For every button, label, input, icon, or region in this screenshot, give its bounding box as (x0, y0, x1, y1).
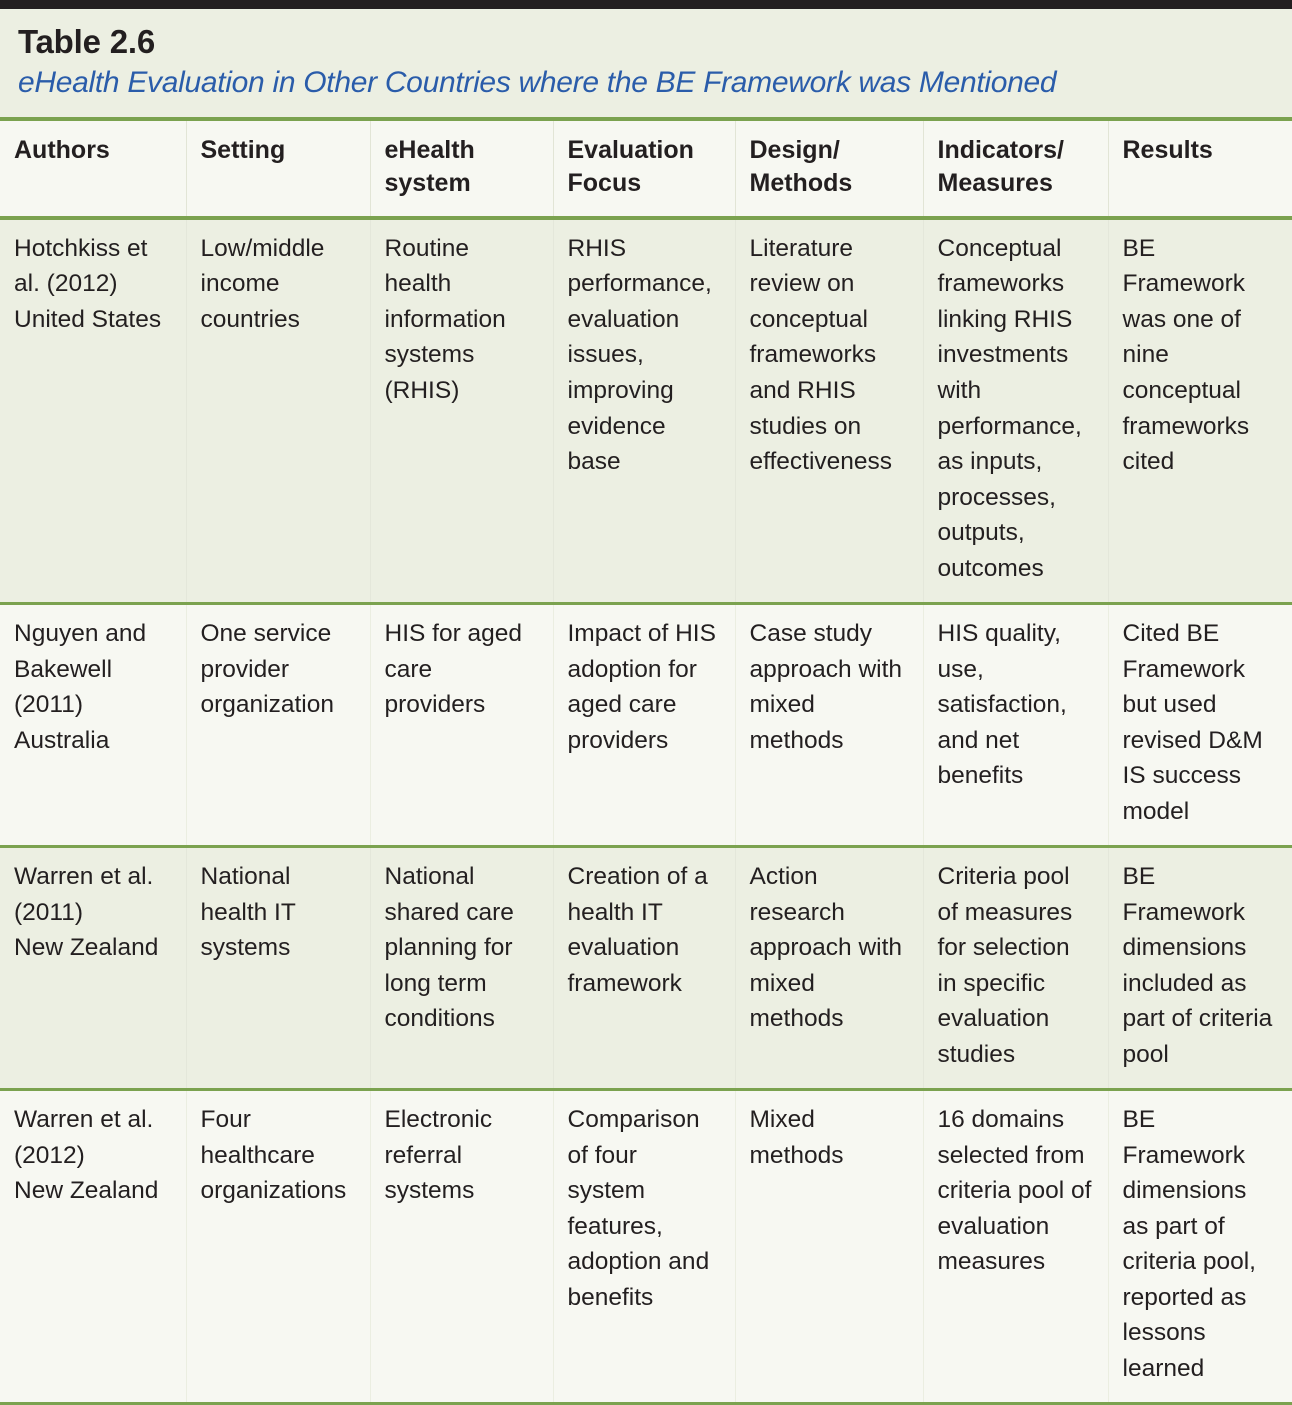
cell-line: Warren et al. (2011) (14, 863, 154, 926)
cell-ehealth-system: Routine health information systems (RHIS) (370, 218, 553, 604)
cell-authors (0, 847, 186, 1090)
cell-evaluation-focus: Impact of HIS adoption for aged care providers (553, 604, 735, 847)
cell-evaluation-focus: Comparison of four system features, adoption and benefits (553, 1090, 735, 1404)
table-number: Table 2.6 (18, 23, 155, 60)
page-top-rule (0, 0, 1292, 9)
cell-authors (0, 218, 186, 604)
header-row (0, 119, 1292, 218)
cell-setting: Four healthcare organizations (186, 1090, 370, 1404)
cell-evaluation-focus: Creation of a health IT evaluation framework (553, 847, 735, 1090)
cell-authors (0, 1090, 186, 1404)
column-header-ehealth-system: eHealth system (370, 119, 553, 218)
column-header-authors: Authors (0, 119, 186, 218)
cell-indicators-measures: 16 domains selected from criteria pool of evaluation measures (923, 1090, 1108, 1404)
table-container (0, 117, 1292, 1405)
cell-line: Nguyen and Bakewell (2011) (14, 620, 147, 719)
cell-ehealth-system: Electronic referral systems (370, 1090, 553, 1404)
column-header-setting: Setting (186, 119, 370, 218)
cell-ehealth-system: HIS for aged care providers (370, 604, 553, 847)
cell-line: New Zealand (14, 1177, 159, 1205)
cell-design-methods: Case study approach with mixed methods (735, 604, 923, 847)
cell-line: Australia (14, 726, 110, 754)
column-header-evaluation-focus: Evaluation Focus (553, 119, 735, 218)
cell-indicators-measures: Conceptual frameworks linking RHIS investments with performance, as inputs, processes, outputs, outcomes (923, 218, 1108, 604)
column-header-results: Results (1108, 119, 1292, 218)
cell-results: BE Framework was one of nine conceptual frameworks cited (1108, 218, 1292, 604)
cell-results: BE Framework dimensions included as part of criteria pool (1108, 847, 1292, 1090)
cell-line: Warren et al. (2012) (14, 1106, 154, 1169)
table-caption-block (0, 9, 1292, 117)
table-row (0, 1090, 1292, 1404)
table-row (0, 218, 1292, 604)
column-header-design-methods: Design/ Methods (735, 119, 923, 218)
cell-line: New Zealand (14, 934, 159, 962)
cell-design-methods: Mixed methods (735, 1090, 923, 1404)
cell-line: United States (14, 305, 162, 333)
table-row (0, 847, 1292, 1090)
cell-ehealth-system: National shared care planning for long term conditions (370, 847, 553, 1090)
cell-setting: National health IT systems (186, 847, 370, 1090)
cell-indicators-measures: Criteria pool of measures for selection in specific evaluation studies (923, 847, 1108, 1090)
cell-results: BE Framework dimensions as part of criteria pool, reported as lessons learned (1108, 1090, 1292, 1404)
cell-results: Cited BE Framework but used revised D&M IS success model (1108, 604, 1292, 847)
column-header-indicators-measures: Indicators/ Measures (923, 119, 1108, 218)
table-header (0, 119, 1292, 218)
cell-setting: One service provider organization (186, 604, 370, 847)
cell-evaluation-focus: RHIS performance, evaluation issues, improving evidence base (553, 218, 735, 604)
table-title: eHealth Evaluation in Other Countries where the BE Framework was Mentioned (18, 65, 1057, 99)
cell-authors (0, 604, 186, 847)
table-body (0, 218, 1292, 1404)
cell-design-methods: Action research approach with mixed methods (735, 847, 923, 1090)
cell-setting: Low/middle income countries (186, 218, 370, 604)
cell-indicators-measures: HIS quality, use, satisfaction, and net benefits (923, 604, 1108, 847)
cell-line: Hotchkiss et al. (2012) (14, 234, 148, 298)
data-table (0, 117, 1292, 1405)
table-row (0, 604, 1292, 847)
cell-design-methods: Literature review on conceptual frameworks and RHIS studies on effectiveness (735, 218, 923, 604)
